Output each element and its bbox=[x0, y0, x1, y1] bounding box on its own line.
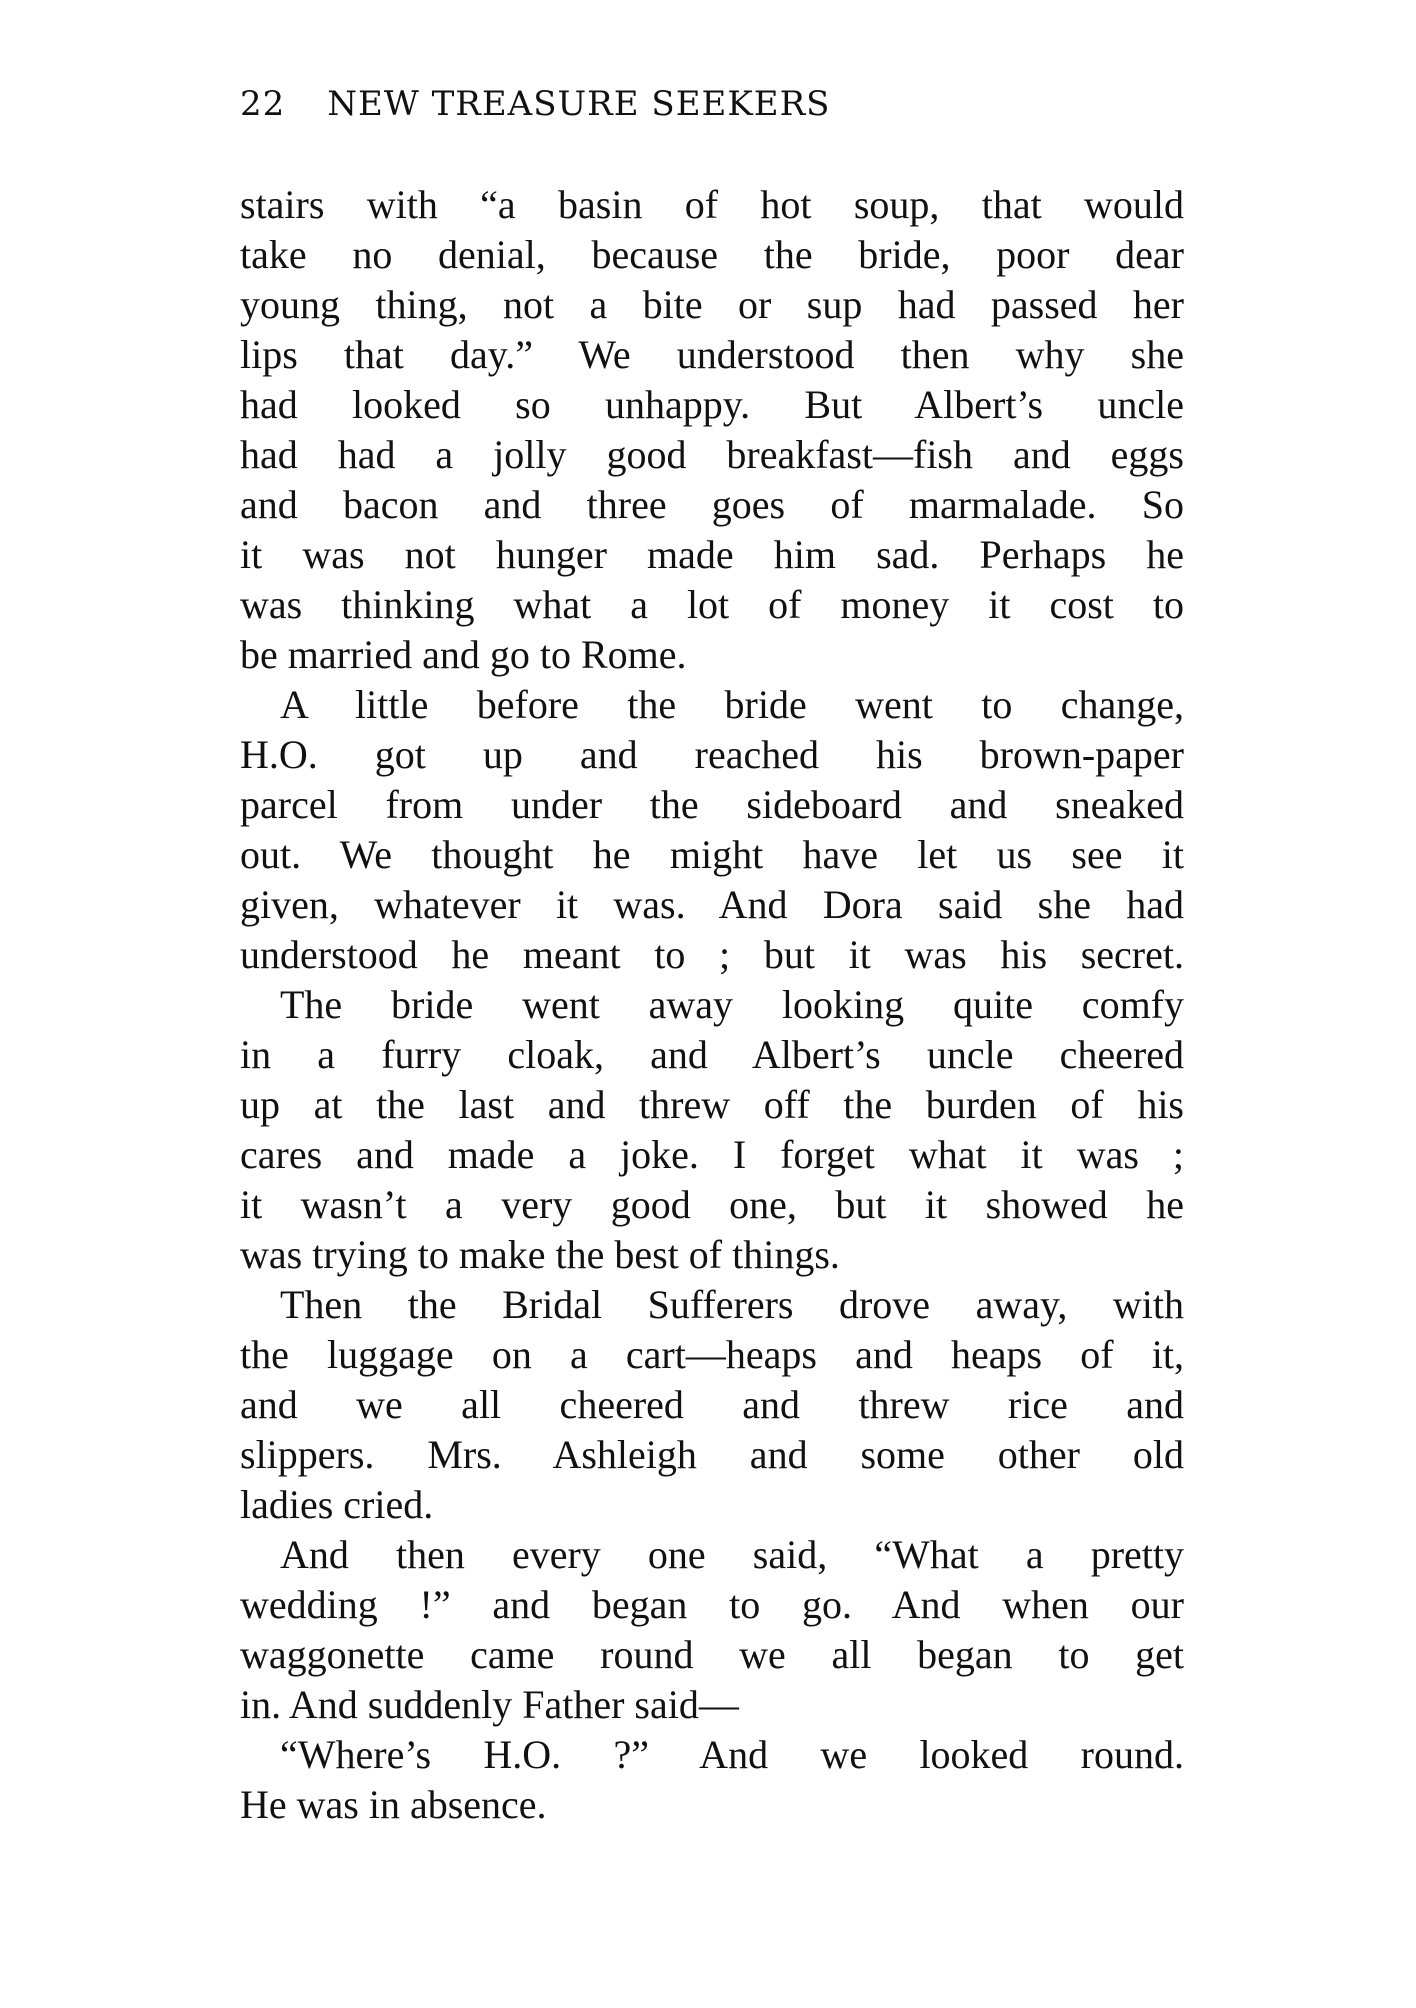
running-title: NEW TREASURE SEEKERS bbox=[327, 84, 831, 124]
text-line: had had a jolly good breakfast—fish and eggs bbox=[240, 432, 1184, 477]
paragraph bbox=[240, 680, 1184, 980]
text-line: understood he meant to ; but it was his secret. bbox=[240, 932, 1184, 977]
paragraph bbox=[240, 1280, 1184, 1530]
text-line: cares and made a joke. I forget what it was ; bbox=[240, 1132, 1184, 1177]
running-head bbox=[240, 84, 1184, 144]
text-line: given, whatever it was. And Dora said she had bbox=[240, 882, 1184, 927]
text-line: A little before the bride went to change, bbox=[280, 682, 1184, 727]
paragraph bbox=[240, 980, 1184, 1280]
text-line: had looked so unhappy. But Albert’s uncle bbox=[240, 382, 1184, 427]
text-line: be married and go to Rome. bbox=[240, 632, 687, 677]
text-line: was trying to make the best of things. bbox=[240, 1232, 840, 1277]
text-line: the luggage on a cart—heaps and heaps of it, bbox=[240, 1332, 1184, 1377]
text-line: and we all cheered and threw rice and bbox=[240, 1382, 1184, 1427]
text-line: wedding !” and began to go. And when our bbox=[240, 1582, 1184, 1627]
page-number: 22 bbox=[240, 84, 286, 124]
paragraph bbox=[240, 1530, 1184, 1730]
text-line: young thing, not a bite or sup had passed her bbox=[240, 282, 1184, 327]
text-line: Then the Bridal Sufferers drove away, with bbox=[280, 1282, 1184, 1327]
text-line: And then every one said, “What a pretty bbox=[280, 1532, 1184, 1577]
text-line: it was not hunger made him sad. Perhaps he bbox=[240, 532, 1184, 577]
text-line: lips that day.” We understood then why she bbox=[240, 332, 1184, 377]
body-text bbox=[240, 180, 1184, 1830]
text-line: parcel from under the sideboard and sneaked bbox=[240, 782, 1184, 827]
text-line: was thinking what a lot of money it cost to bbox=[240, 582, 1184, 627]
text-line: and bacon and three goes of marmalade. So bbox=[240, 482, 1184, 527]
text-line: slippers. Mrs. Ashleigh and some other old bbox=[240, 1432, 1184, 1477]
text-line: it wasn’t a very good one, but it showed he bbox=[240, 1182, 1184, 1227]
text-line: The bride went away looking quite comfy bbox=[280, 982, 1184, 1027]
text-line: up at the last and threw off the burden of his bbox=[240, 1082, 1184, 1127]
text-line: “Where’s H.O. ?” And we looked round. bbox=[280, 1732, 1184, 1777]
paragraph bbox=[240, 1730, 1184, 1830]
paragraph bbox=[240, 180, 1184, 680]
text-line: in. And suddenly Father said— bbox=[240, 1682, 739, 1727]
text-line: He was in absence. bbox=[240, 1782, 547, 1827]
text-line: out. We thought he might have let us see it bbox=[240, 832, 1184, 877]
text-line: stairs with “a basin of hot soup, that would bbox=[240, 182, 1184, 227]
text-line: ladies cried. bbox=[240, 1482, 434, 1527]
text-line: waggonette came round we all began to get bbox=[240, 1632, 1184, 1677]
text-line: H.O. got up and reached his brown-paper bbox=[240, 732, 1184, 777]
text-line: take no denial, because the bride, poor dear bbox=[240, 232, 1184, 277]
text-line: in a furry cloak, and Albert’s uncle cheered bbox=[240, 1032, 1184, 1077]
